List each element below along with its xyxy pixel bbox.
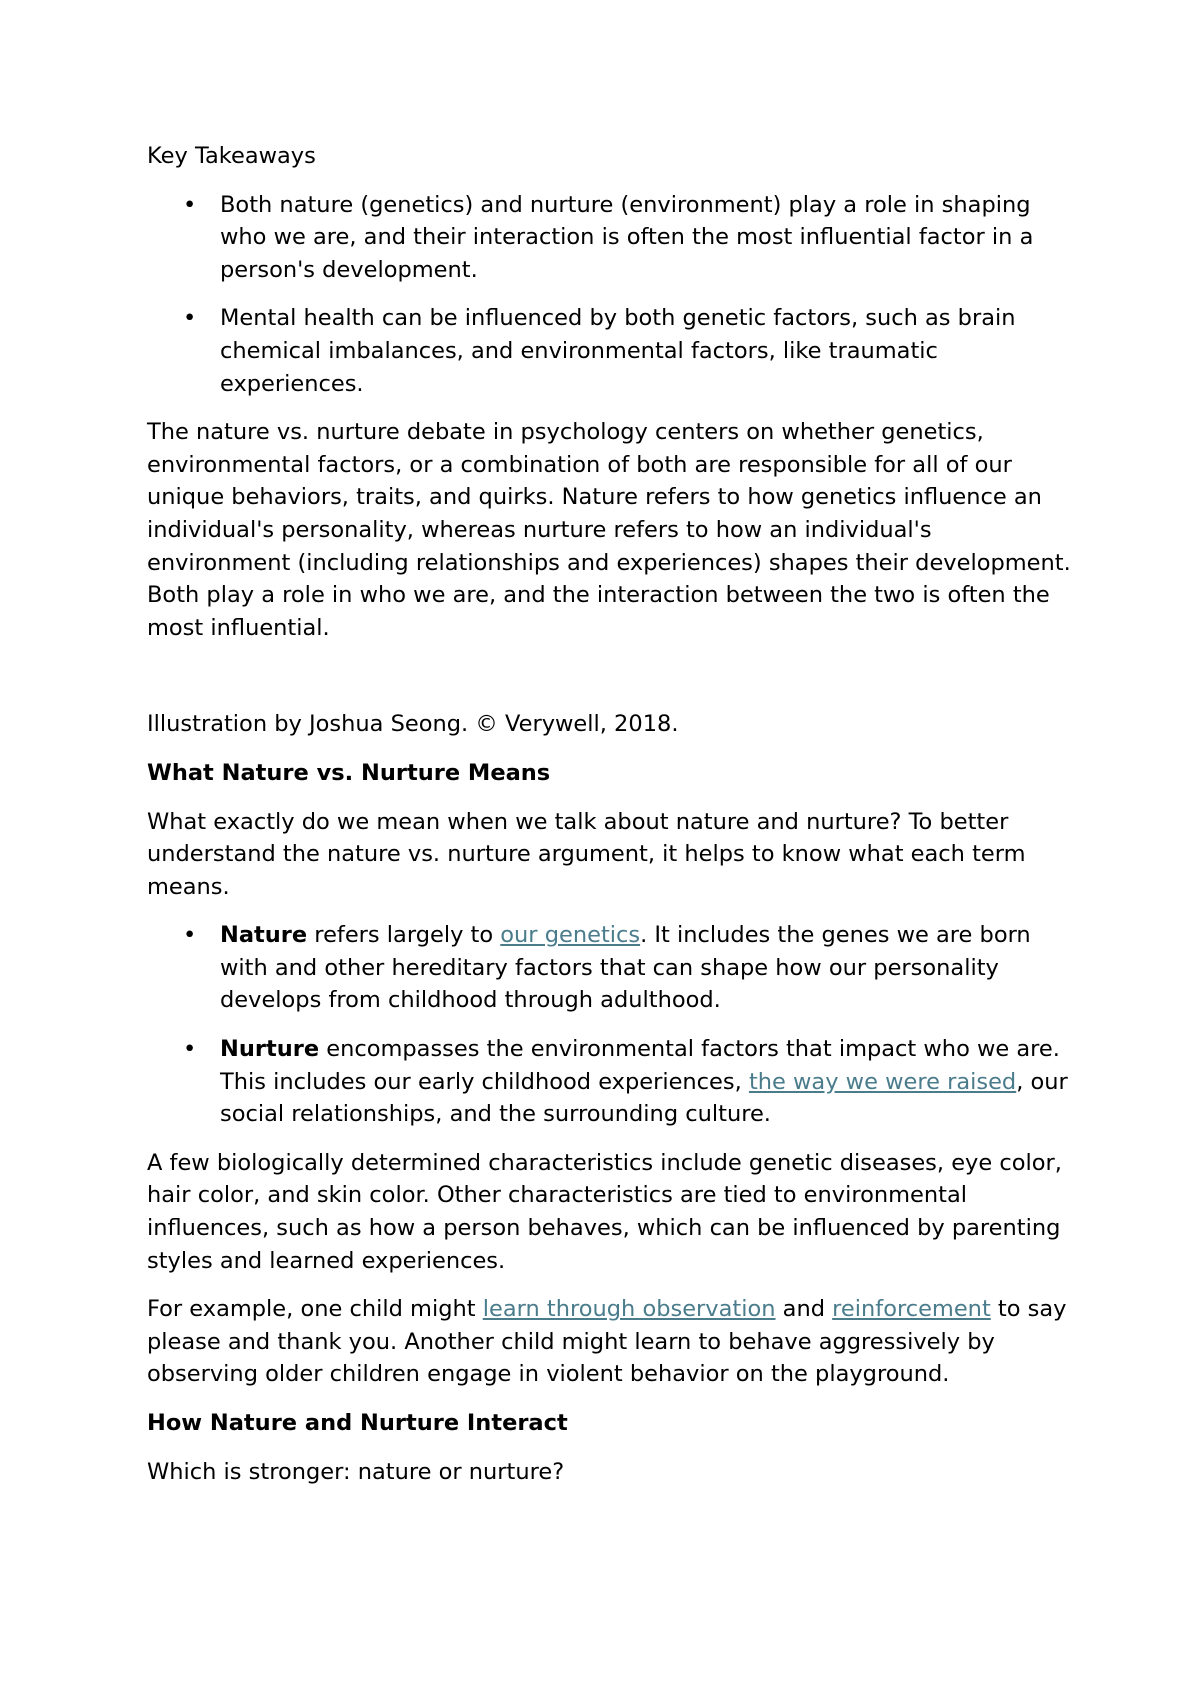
list-item-nurture [147, 1033, 1077, 1131]
characteristics-paragraph: A few biologically determined characteristics include genetic diseases, eye color, hair color, and skin color. Other characteristics are tied to environmental influences, such as how a person behaves, which can be influenced by parenting styles and learned experiences. [147, 1149, 1062, 1274]
nature-text-before: refers largely to [307, 922, 501, 949]
example-text-middle: and [775, 1296, 833, 1323]
section-heading-how-nature-and-nurture-interact: How Nature and Nurture Interact [147, 1410, 568, 1436]
example-text-before: For example, one child might [147, 1296, 483, 1323]
takeaway-text: Both nature (genetics) and nurture (environment) play a role in shaping who we are, and their interaction is often the most influential factor in a person's development. [220, 191, 1034, 283]
illustration-caption: Illustration by Joshua Seong. © Verywell, 2018. [147, 711, 679, 738]
nurture-text-before: encompasses the environmental factors that impact who we are. This includes our early childhood experiences, [220, 1036, 1060, 1095]
list-item [147, 302, 1077, 400]
key-takeaways-title: Key Takeaways [147, 143, 316, 169]
nature-text-after: . It includes the genes we are born with and other hereditary factors that can shape how our personality develops from childhood through adulthood. [220, 922, 1031, 1014]
document-page [147, 140, 1077, 1504]
bullet-icon: • [183, 922, 197, 949]
image-placeholder [147, 660, 1077, 708]
definitions-list [147, 919, 1077, 1131]
section1-intro: What exactly do we mean when we talk about nature and nurture? To better understand the nature vs. nurture argument, it helps to know what each term means. [147, 808, 1026, 900]
example-paragraph [147, 1293, 1077, 1391]
bullet-icon: • [183, 305, 197, 332]
term-nature: Nature [220, 922, 308, 949]
bullet-icon: • [183, 1036, 197, 1063]
link-our-genetics[interactable]: our genetics [500, 922, 641, 949]
example-text-after: to say please and thank you. Another child might learn to behave aggressively by observing older children engage in violent behavior on the playground. [147, 1296, 1067, 1388]
link-the-way-we-were-raised[interactable]: the way we were raised [748, 1068, 1017, 1095]
term-nurture: Nurture [220, 1036, 320, 1063]
section-heading-what-nature-vs-nurture: What Nature vs. Nurture Means [147, 759, 551, 786]
list-item [147, 189, 1077, 287]
section2-question: Which is stronger: nature or nurture? [147, 1458, 565, 1485]
nurture-text-after: , our social relationships, and the surrounding culture. [220, 1068, 1068, 1128]
intro-paragraph: The nature vs. nurture debate in psychology centers on whether genetics, environmental factors, or a combination of both are responsible for all of our unique behaviors, traits, and quirks. Nature refers to how genetics influence an individual's personality, whereas nurture refers to how an individual's environment (including relationships and experiences) shapes their development. Both play a role in who we are, and the interaction between the two is often the most influential. [147, 419, 1071, 641]
key-takeaways-list [147, 189, 1077, 401]
link-learn-through-observation[interactable]: learn through observation [482, 1296, 776, 1323]
bullet-icon: • [183, 191, 197, 218]
link-reinforcement[interactable]: reinforcement [832, 1296, 991, 1323]
list-item-nature [147, 919, 1077, 1017]
takeaway-text: Mental health can be influenced by both genetic factors, such as brain chemical imbalances, and environmental factors, like traumatic experiences. [220, 305, 1016, 397]
